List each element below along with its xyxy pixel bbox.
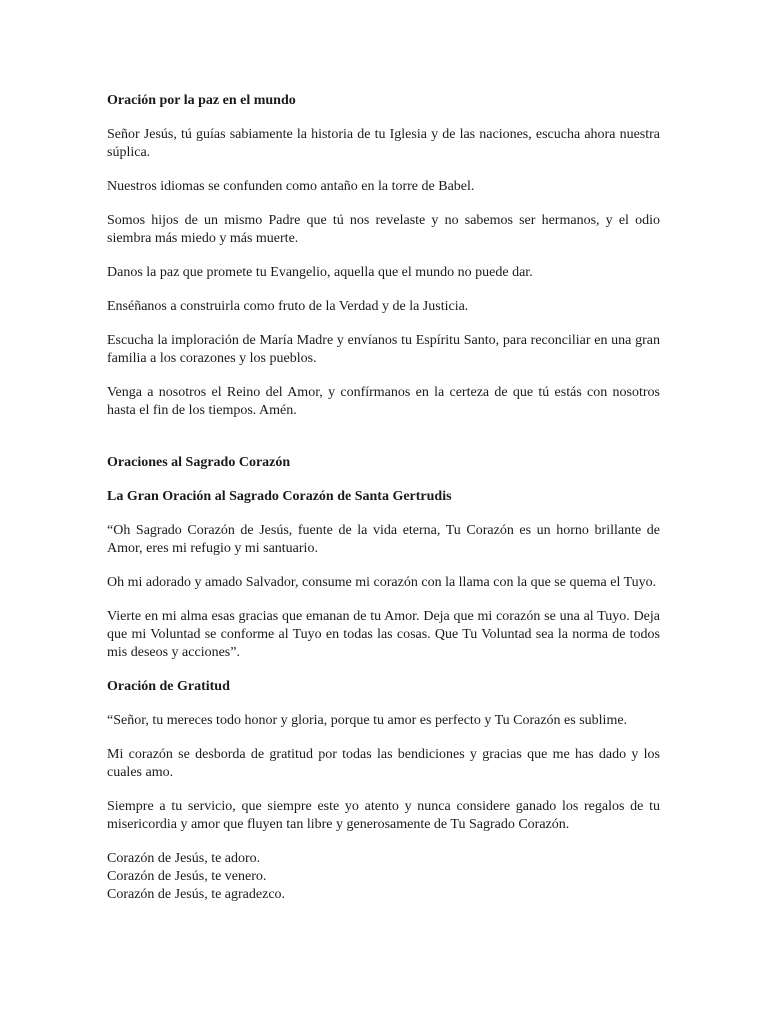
- document-page: [107, 92, 660, 904]
- paragraph: Venga a nosotros el Reino del Amor, y confírmanos en la certeza de que tú estás con nosotros hasta el fin de los tiempos. Amén.: [107, 385, 660, 418]
- closing-line: Corazón de Jesús, te adoro.: [107, 851, 261, 866]
- closing-line: Corazón de Jesús, te venero.: [107, 869, 267, 884]
- paragraph: Escucha la imploración de María Madre y envíanos tu Espíritu Santo, para reconciliar en una gran familia a los corazones y los pueblos.: [107, 333, 660, 366]
- paragraph: Vierte en mi alma esas gracias que emanan de tu Amor. Deja que mi corazón se una al Tuyo. Deja que mi Voluntad se conforme al Tuyo en todas las cosas. Que Tu Voluntad sea la norma de todos mis deseos y acciones”.: [107, 609, 660, 660]
- heading-gertrudis: La Gran Oración al Sagrado Corazón de Santa Gertrudis: [107, 489, 452, 504]
- paragraph: Señor Jesús, tú guías sabiamente la historia de tu Iglesia y de las naciones, escucha ahora nuestra súplica.: [107, 127, 660, 160]
- paragraph: Oh mi adorado y amado Salvador, consume mi corazón con la llama con la que se quema el Tuyo.: [107, 575, 657, 590]
- paragraph: Danos la paz que promete tu Evangelio, aquella que el mundo no puede dar.: [107, 265, 533, 280]
- heading-paz: Oración por la paz en el mundo: [107, 93, 296, 108]
- paragraph: Nuestros idiomas se confunden como antaño en la torre de Babel.: [107, 179, 475, 194]
- paragraph: “Oh Sagrado Corazón de Jesús, fuente de la vida eterna, Tu Corazón es un horno brillante de Amor, eres mi refugio y mi santuario.: [107, 523, 660, 556]
- heading-gratitud: Oración de Gratitud: [107, 679, 230, 694]
- paragraph: Enséñanos a construirla como fruto de la Verdad y de la Justicia.: [107, 299, 469, 314]
- heading-sagrado-corazon: Oraciones al Sagrado Corazón: [107, 455, 291, 470]
- closing-line: Corazón de Jesús, te agradezco.: [107, 887, 286, 902]
- paragraph: Mi corazón se desborda de gratitud por todas las bendiciones y gracias que me has dado y los cuales amo.: [107, 747, 660, 780]
- paragraph: Siempre a tu servicio, que siempre este yo atento y nunca considere ganado los regalos de tu misericordia y amor que fluyen tan libre y generosamente de Tu Sagrado Corazón.: [107, 799, 660, 832]
- paragraph: Somos hijos de un mismo Padre que tú nos revelaste y no sabemos ser hermanos, y el odio siembra más miedo y más muerte.: [107, 213, 660, 246]
- paragraph: “Señor, tu mereces todo honor y gloria, porque tu amor es perfecto y Tu Corazón es sublime.: [107, 713, 628, 728]
- closing-lines: [107, 850, 660, 904]
